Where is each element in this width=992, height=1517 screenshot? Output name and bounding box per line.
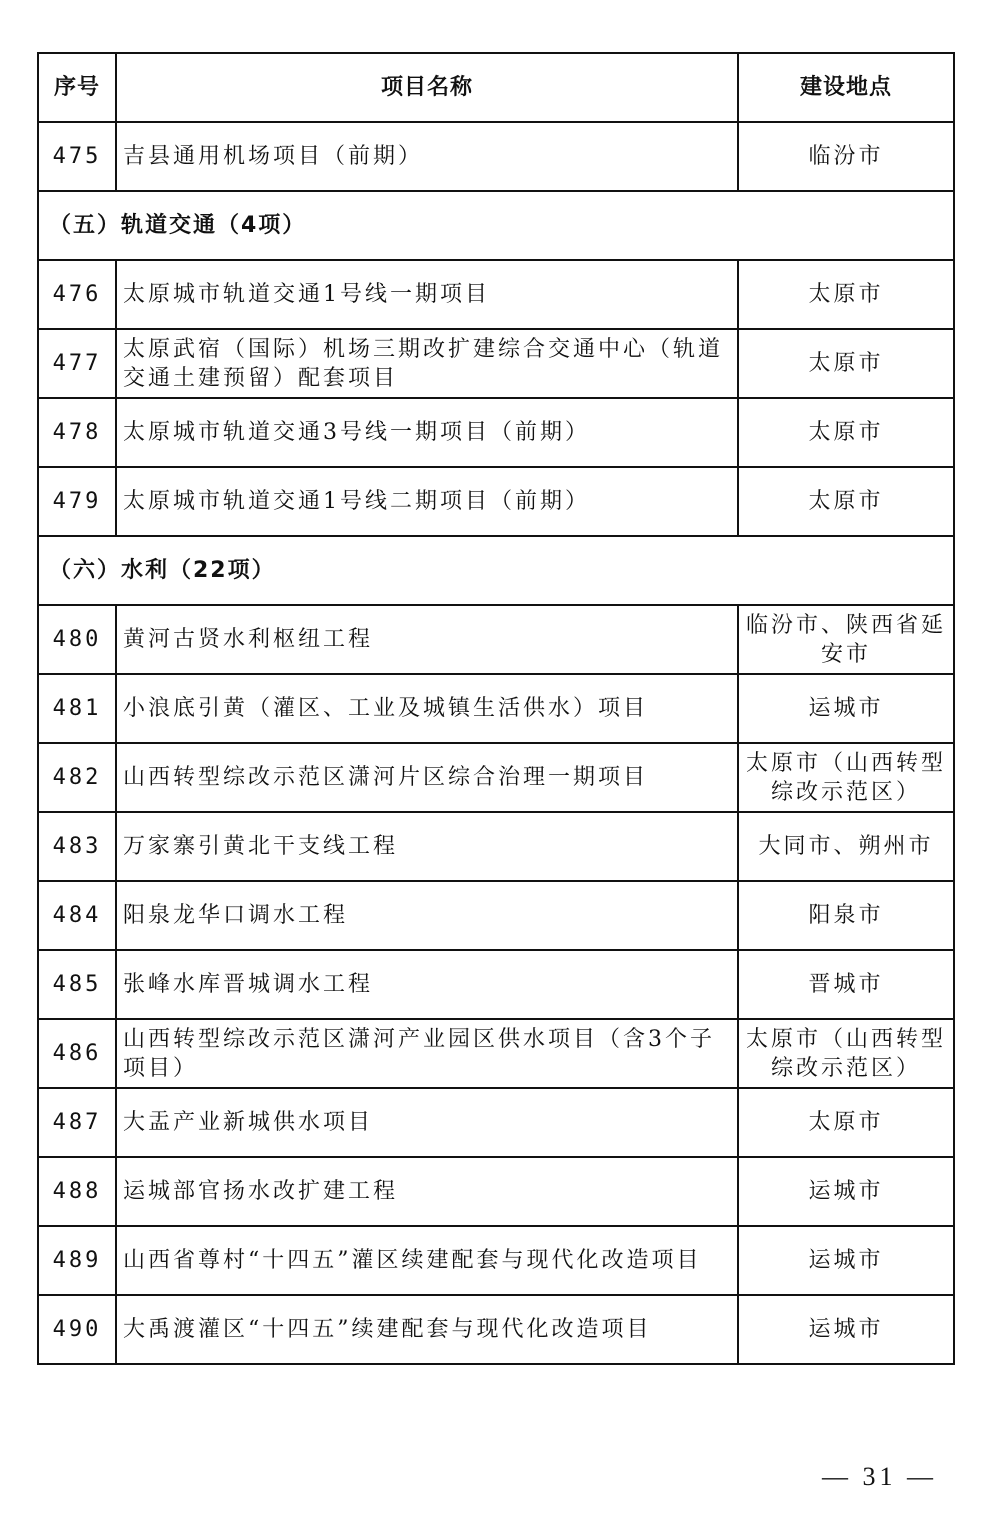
row-number: 487	[38, 1088, 116, 1157]
row-number: 481	[38, 674, 116, 743]
project-name: 万家寨引黄北干支线工程	[116, 812, 738, 881]
table-row	[38, 122, 954, 191]
row-number: 476	[38, 260, 116, 329]
table-row	[38, 467, 954, 536]
project-location: 阳泉市	[738, 881, 954, 950]
table-row	[38, 260, 954, 329]
row-number: 479	[38, 467, 116, 536]
row-number: 483	[38, 812, 116, 881]
table-row	[38, 674, 954, 743]
row-number: 489	[38, 1226, 116, 1295]
project-name: 大盂产业新城供水项目	[116, 1088, 738, 1157]
table-row	[38, 1019, 954, 1088]
row-number: 488	[38, 1157, 116, 1226]
project-location: 太原市	[738, 1088, 954, 1157]
project-location: 临汾市	[738, 122, 954, 191]
row-number: 475	[38, 122, 116, 191]
project-location: 太原市	[738, 398, 954, 467]
project-name: 太原城市轨道交通1号线二期项目（前期）	[116, 467, 738, 536]
project-name: 运城部官扬水改扩建工程	[116, 1157, 738, 1226]
project-name: 黄河古贤水利枢纽工程	[116, 605, 738, 674]
table-row	[38, 1088, 954, 1157]
project-location: 大同市、朔州市	[738, 812, 954, 881]
page-number: — 31 —	[822, 1462, 937, 1491]
project-location: 运城市	[738, 674, 954, 743]
table-row	[38, 1226, 954, 1295]
row-number: 485	[38, 950, 116, 1019]
project-location: 太原市	[738, 260, 954, 329]
table-row	[38, 743, 954, 812]
project-location: 临汾市、陕西省延安市	[738, 605, 954, 674]
project-name: 吉县通用机场项目（前期）	[116, 122, 738, 191]
row-number: 484	[38, 881, 116, 950]
project-name: 大禹渡灌区“十四五”续建配套与现代化改造项目	[116, 1295, 738, 1364]
project-location: 运城市	[738, 1157, 954, 1226]
row-number: 486	[38, 1019, 116, 1088]
project-name: 山西转型综改示范区潇河产业园区供水项目（含3个子项目）	[116, 1019, 738, 1088]
table-row	[38, 329, 954, 398]
table-row	[38, 1295, 954, 1364]
project-name: 太原城市轨道交通1号线一期项目	[116, 260, 738, 329]
header-location: 建设地点	[738, 53, 954, 122]
project-location: 太原市	[738, 467, 954, 536]
project-name: 张峰水库晋城调水工程	[116, 950, 738, 1019]
section-row	[38, 536, 954, 605]
row-number: 478	[38, 398, 116, 467]
table-row	[38, 605, 954, 674]
project-location: 晋城市	[738, 950, 954, 1019]
section-title: （六）水利（22项）	[38, 536, 954, 605]
project-name: 小浪底引黄（灌区、工业及城镇生活供水）项目	[116, 674, 738, 743]
table-header-row	[38, 53, 954, 122]
project-name: 太原城市轨道交通3号线一期项目（前期）	[116, 398, 738, 467]
header-num: 序号	[38, 53, 116, 122]
project-table	[37, 52, 955, 1365]
table-row	[38, 1157, 954, 1226]
section-title: （五）轨道交通（4项）	[38, 191, 954, 260]
table-row	[38, 950, 954, 1019]
project-name: 山西省尊村“十四五”灌区续建配套与现代化改造项目	[116, 1226, 738, 1295]
project-location: 运城市	[738, 1226, 954, 1295]
table-row	[38, 881, 954, 950]
row-number: 490	[38, 1295, 116, 1364]
project-name: 山西转型综改示范区潇河片区综合治理一期项目	[116, 743, 738, 812]
project-location: 太原市	[738, 329, 954, 398]
project-location: 运城市	[738, 1295, 954, 1364]
section-row	[38, 191, 954, 260]
project-location: 太原市（山西转型综改示范区）	[738, 1019, 954, 1088]
table-row	[38, 812, 954, 881]
row-number: 477	[38, 329, 116, 398]
project-location: 太原市（山西转型综改示范区）	[738, 743, 954, 812]
header-name: 项目名称	[116, 53, 738, 122]
project-name: 阳泉龙华口调水工程	[116, 881, 738, 950]
project-name: 太原武宿（国际）机场三期改扩建综合交通中心（轨道交通土建预留）配套项目	[116, 329, 738, 398]
row-number: 482	[38, 743, 116, 812]
row-number: 480	[38, 605, 116, 674]
table-row	[38, 398, 954, 467]
